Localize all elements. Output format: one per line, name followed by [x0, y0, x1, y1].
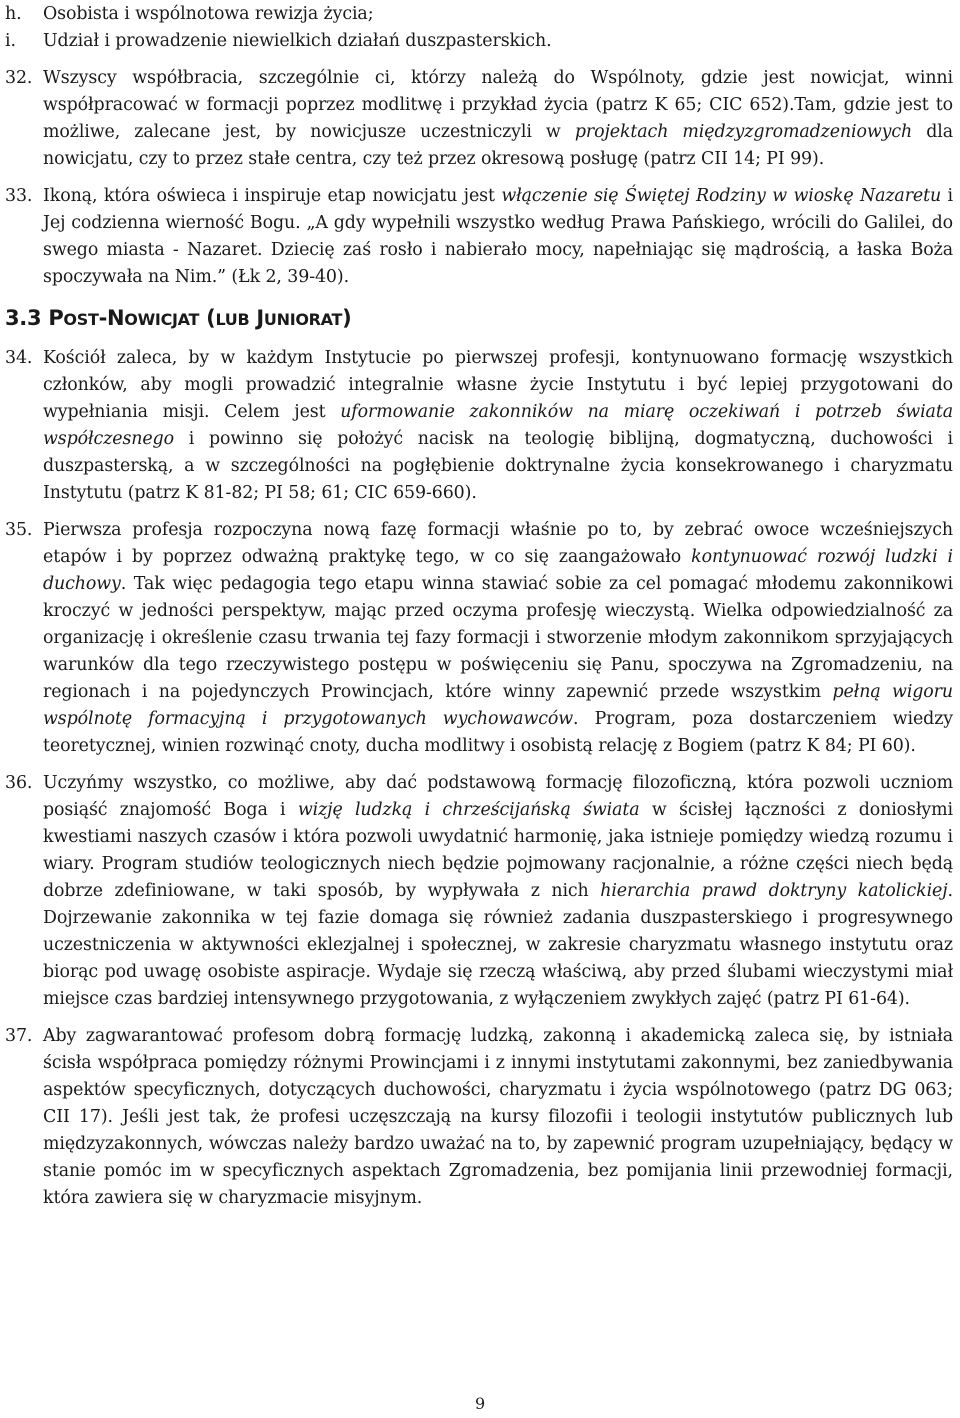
paragraph-32: [5, 65, 953, 173]
emphasis: hierarchia prawd doktryny katolickiej: [600, 881, 948, 901]
section-heading-3-3: 3.3 POST-NOWICJAT (LUB JUNIORAT): [5, 306, 352, 330]
paragraph-number: 36.: [5, 773, 33, 793]
list-item-h: [5, 1, 953, 28]
paragraph-text: Wszyscy współbracia, szczególnie ci, którzy należą do Wspólnoty, gdzie jest nowicjat, winni współpracować w formacji poprzez modlitwę i przykład życia (patrz K 65; CIC 652).Tam, gdzie jest to możliwe, zalecane jest, by nowicjusze uczestniczyli w projektach międzyzgromadzeniowych dla nowicjatu, czy to przez stałe centra, czy też przez okresową posługę (patrz CII 14; PI 99).: [43, 68, 953, 169]
paragraph-text: Uczyńmy wszystko, co możliwe, aby dać podstawową formację filozoficzną, która pozwoli uczniom posiąść znajomość Boga i wizję ludzką i chrześcijańską świata w ścisłej łączności z doniosłymi kwestiami naszych czasów i która pozwoli uwydatnić harmonię, jaka istnieje pomiędzy wiedzą rozumu i wiary. Program studiów teologicznych niech będzie pojmowany racjonalnie, a różne części niech będą dobrze zdefiniowane, w taki sposób, by wypływała z nich hierarchia prawd doktryny katolickiej. Dojrzewanie zakonnika w tej fazie domaga się również zadania duszpasterskiego i progresywnego uczestniczenia w aktywności eklezjalnej i społecznej, w zakresie charyzmatu własnego instytutu oraz biorąc pod uwagę osobiste aspiracje. Wydaje się rzeczą właściwą, aby przed ślubami wieczystymi miał miejsce czas bardziej intensywnego przygotowania, z wyłączeniem zwykłych zajęć (patrz PI 61-64).: [43, 773, 953, 1009]
list-continuation: [5, 0, 953, 55]
paragraph-35: [5, 517, 953, 760]
list-marker: i.: [5, 31, 16, 51]
paragraph-37: [5, 1023, 953, 1212]
list-marker: h.: [5, 4, 22, 24]
paragraph-36: [5, 770, 953, 1013]
paragraph-number: 33.: [5, 186, 33, 206]
paragraph-text: Pierwsza profesja rozpoczyna nową fazę formacji właśnie po to, by zebrać owoce wcześniejszych etapów i by poprzez odważną praktykę tego, w co się zaangażowało kontynuować rozwój ludzki i duchowy. Tak więc pedagogia tego etapu winna stawiać sobie za cel pomagać młodemu zakonnikowi kroczyć w jedności perspektyw, mając przed oczyma profesję wieczystą. Wielka odpowiedzialność za organizację i określenie czasu trwania tej fazy formacji i stworzenie młodym zakonnikom sprzyjających warunków dla tego rzeczywistego postępu w poświęceniu się Panu, spoczywa na Zgromadzeniu, na regionach i na pojedynczych Prowincjach, które winny zapewnić przede wszystkim pełną wigoru wspólnotę formacyjną i przygotowanych wychowawców. Program, poza dostarczeniem wiedzy teoretycznej, winien rozwinąć cnoty, ducha modlitwy i osobistą relację z Bogiem (patrz K 84; PI 60).: [43, 520, 953, 756]
paragraph-number: 35.: [5, 520, 33, 540]
emphasis: kontynuować rozwój ludzki i duchowy: [43, 547, 953, 594]
list-text: Udział i prowadzenie niewielkich działań duszpasterskich.: [43, 31, 552, 51]
paragraph-34: [5, 345, 953, 507]
paragraph-number: 32.: [5, 68, 33, 88]
paragraph-number: 37.: [5, 1026, 33, 1046]
paragraph-text: Ikoną, która oświeca i inspiruje etap nowicjatu jest włączenie się Świętej Rodziny w wioskę Nazaretu i Jej codzienna wierność Bogu. „A gdy wypełnili wszystko według Prawa Pańskiego, wrócili do Galilei, do swego miasta - Nazaret. Dziecię zaś rosło i nabierało mocy, napełniając się mądrością, a łaska Boża spoczywała na Nim.” (Łk 2, 39-40).: [43, 186, 954, 287]
paragraph-number: 34.: [5, 348, 33, 368]
page-number: 9: [474, 1394, 486, 1413]
paragraph-33: [5, 183, 953, 291]
emphasis: projektach międzyzgromadzeniowych: [574, 122, 913, 142]
emphasis: pełną wigoru wspólnotę formacyjną i przygotowanych wychowawców: [43, 682, 953, 729]
emphasis: włączenie się Świętej Rodziny w wioskę Nazaretu: [501, 186, 942, 206]
emphasis: uformowanie zakonników na miarę oczekiwań i potrzeb świata współczesnego: [43, 402, 953, 449]
emphasis: wizję ludzką i chrześcijańską świata: [297, 800, 640, 820]
paragraph-text: Kościół zaleca, by w każdym Instytucie po pierwszej profesji, kontynuowano formację wszystkich członków, aby mogli prowadzić integralnie własne życie Instytutu i być lepiej przygotowani do wypełniania misji. Celem jest uformowanie zakonników na miarę oczekiwań i potrzeb świata współczesnego i powinno się położyć nacisk na teologię biblijną, dogmatyczną, duchowości i duszpasterską, a w szczególności na pogłębienie doktrynalne życia konsekrowanego i charyzmatu Instytutu (patrz K 81-82; PI 58; 61; CIC 659-660).: [43, 348, 953, 503]
paragraph-text: Aby zagwarantować profesom dobrą formację ludzką, zakonną i akademicką zaleca się, by istniała ścisła współpraca pomiędzy różnymi Prowincjami i z innymi instytutami zakonnymi, bez zaniedbywania aspektów specyficznych, dotyczących duchowości, charyzmatu i życia wspólnotowego (patrz DG 063; CII 17). Jeśli jest tak, że profesi uczęszczają na kursy filozofii i teologii instytutów publicznych lub międzyzakonnych, wówczas należy bardzo uważać na to, by zapewnić program uzupełniający, będący w stanie pomóc im w specyficznych aspektach Zgromadzenia, bez pomijania linii przewodniej formacji, która zawiera się w charyzmacie misyjnym.: [43, 1026, 953, 1208]
section-number: 3.3: [5, 306, 42, 330]
list-text: Osobista i wspólnotowa rewizja życia;: [43, 4, 374, 24]
list-item-i: [5, 28, 953, 55]
